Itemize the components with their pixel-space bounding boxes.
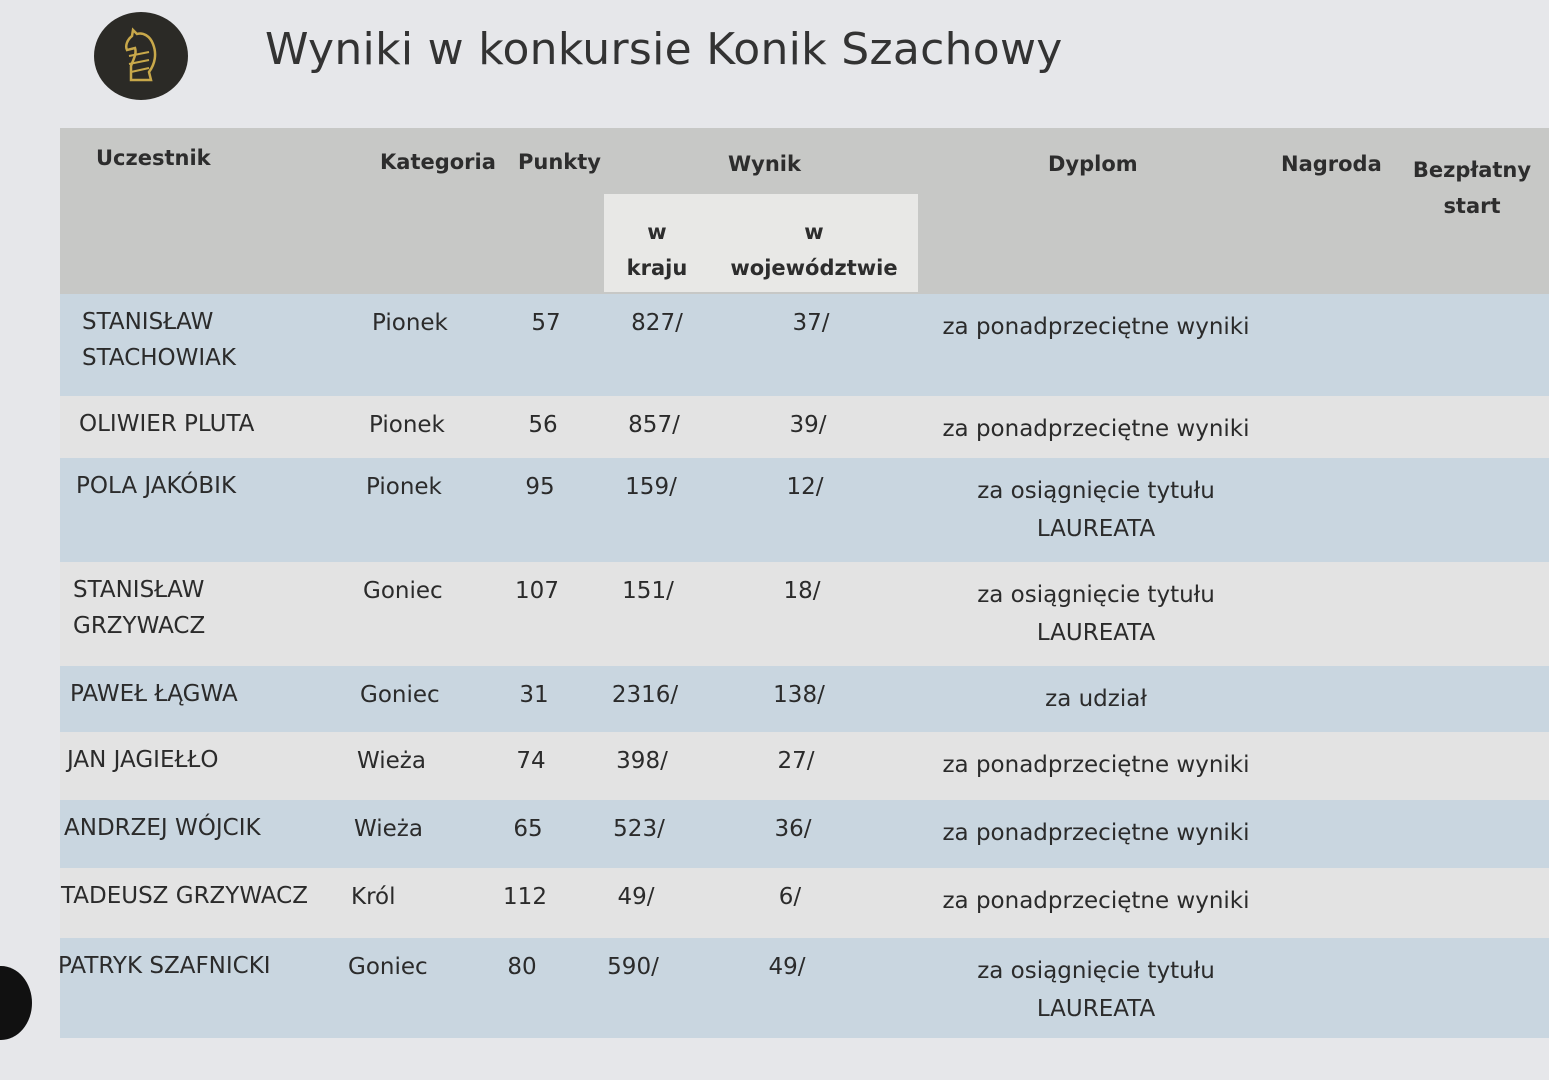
header-dyplom: Dyplom	[1048, 152, 1138, 176]
cell-kategoria: Pionek	[369, 412, 445, 438]
header-kategoria: Kategoria	[380, 150, 496, 174]
cell-kraj: 523/	[613, 816, 665, 842]
header-w-wojewodztwie: w województwie	[730, 220, 898, 280]
header-nagroda: Nagroda	[1281, 152, 1382, 176]
cell-punkty: 56	[528, 412, 558, 438]
cell-kraj: 151/	[622, 578, 674, 604]
cell-woj: 37/	[792, 310, 830, 336]
cell-punkty: 74	[516, 748, 546, 774]
table-body	[60, 294, 1549, 1038]
cell-woj: 36/	[774, 816, 812, 842]
table-row	[60, 938, 1549, 1038]
table-row	[60, 562, 1549, 666]
table-row	[60, 868, 1549, 938]
cell-punkty: 65	[513, 816, 543, 842]
page-title: Wyniki w konkursie Konik Szachowy	[265, 24, 1063, 75]
cell-kraj: 857/	[628, 412, 680, 438]
table-row	[60, 458, 1549, 562]
cell-name: TADEUSZ GRZYWACZ	[61, 883, 308, 909]
cell-punkty: 112	[503, 884, 547, 910]
cell-woj: 27/	[777, 748, 815, 774]
cell-dyplom: za osiągnięcie tytułu LAUREATA	[977, 958, 1215, 1022]
cell-woj: 6/	[778, 884, 802, 910]
side-tab-handle[interactable]	[0, 966, 32, 1040]
cell-dyplom: za ponadprzeciętne wyniki	[942, 314, 1250, 340]
header-bezplatny-start: Bezpłatny start	[1412, 158, 1532, 218]
header-w-kraju: w kraju	[626, 220, 688, 280]
table-row	[60, 666, 1549, 732]
cell-dyplom: za osiągnięcie tytułu LAUREATA	[977, 478, 1215, 542]
cell-woj: 12/	[786, 474, 824, 500]
cell-kategoria: Goniec	[363, 578, 443, 604]
cell-woj: 39/	[789, 412, 827, 438]
cell-kategoria: Pionek	[366, 474, 442, 500]
chess-knight-icon	[117, 26, 165, 86]
cell-kategoria: Pionek	[372, 310, 448, 336]
table-row	[60, 800, 1549, 868]
cell-dyplom: za ponadprzeciętne wyniki	[942, 416, 1250, 442]
cell-kategoria: Goniec	[348, 954, 428, 980]
table-row	[60, 396, 1549, 458]
cell-kraj: 398/	[616, 748, 668, 774]
cell-woj: 49/	[768, 954, 806, 980]
cell-kategoria: Goniec	[360, 682, 440, 708]
cell-kraj: 49/	[617, 884, 655, 910]
cell-kategoria: Król	[351, 884, 396, 910]
cell-punkty: 57	[531, 310, 561, 336]
cell-punkty: 107	[515, 578, 559, 604]
cell-name: STANISŁAW GRZYWACZ	[73, 577, 206, 639]
cell-dyplom: za ponadprzeciętne wyniki	[942, 820, 1250, 846]
cell-dyplom: za ponadprzeciętne wyniki	[942, 752, 1250, 778]
cell-kraj: 827/	[631, 310, 683, 336]
cell-name: ANDRZEJ WÓJCIK	[64, 815, 261, 841]
results-table	[60, 128, 1549, 1038]
table-row	[60, 294, 1549, 396]
cell-punkty: 95	[525, 474, 555, 500]
cell-punkty: 31	[519, 682, 549, 708]
cell-woj: 138/	[773, 682, 825, 708]
header-uczestnik: Uczestnik	[96, 146, 211, 170]
cell-name: POLA JAKÓBIK	[76, 473, 237, 499]
cell-woj: 18/	[783, 578, 821, 604]
cell-kraj: 2316/	[611, 682, 679, 708]
table-header	[60, 128, 1549, 294]
table-row	[60, 732, 1549, 800]
cell-kategoria: Wieża	[354, 816, 423, 842]
cell-kraj: 590/	[607, 954, 659, 980]
cell-dyplom: za ponadprzeciętne wyniki	[942, 888, 1250, 914]
cell-name: PATRYK SZAFNICKI	[58, 953, 271, 979]
cell-name: PAWEŁ ŁĄGWA	[70, 681, 238, 707]
cell-name: OLIWIER PLUTA	[79, 411, 255, 437]
cell-dyplom: za osiągnięcie tytułu LAUREATA	[977, 582, 1215, 646]
logo	[94, 12, 188, 100]
header-wynik: Wynik	[728, 152, 801, 176]
cell-name: STANISŁAW STACHOWIAK	[82, 309, 236, 371]
cell-name: JAN JAGIEŁŁO	[67, 747, 219, 773]
header-punkty: Punkty	[518, 150, 601, 174]
cell-kategoria: Wieża	[357, 748, 426, 774]
cell-dyplom: za udział	[1045, 686, 1147, 712]
cell-kraj: 159/	[625, 474, 677, 500]
cell-punkty: 80	[507, 954, 537, 980]
